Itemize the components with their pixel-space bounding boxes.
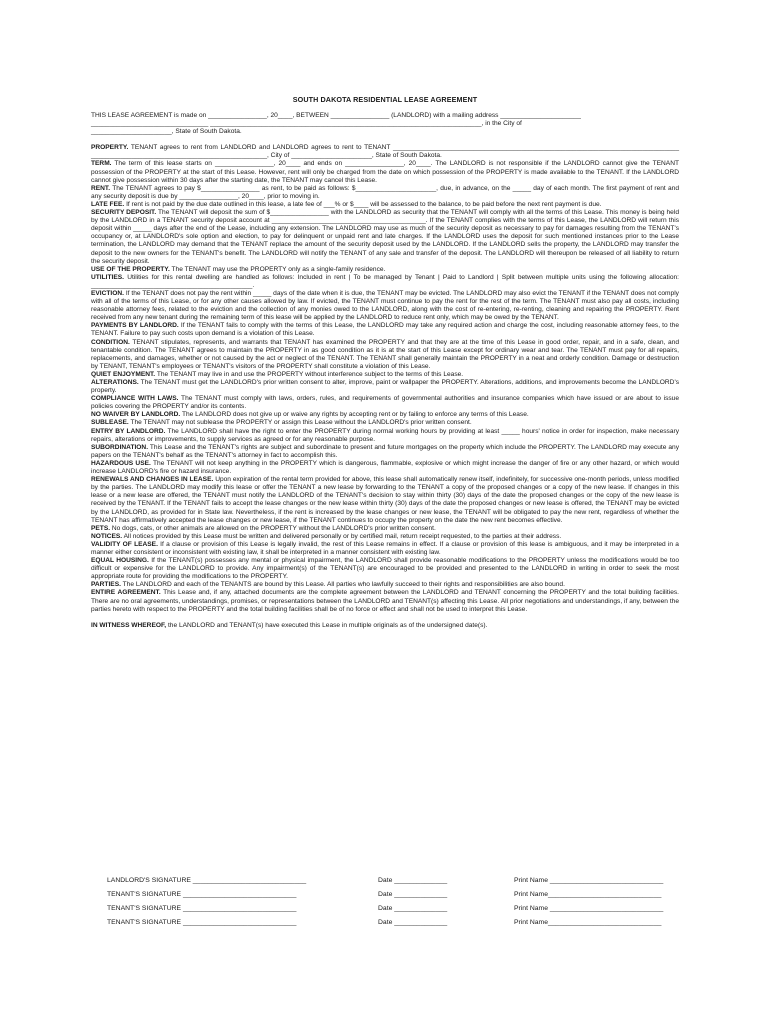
section-heading: VALIDITY OF LEASE. (91, 540, 158, 548)
section-heading: TERM. (91, 160, 112, 168)
lease-section (91, 581, 679, 589)
lease-section (91, 395, 679, 411)
section-text: TENANT stipulates, represents, and warrants that TENANT has examined the PROPERTY and that they are at the time of this Lease in good order, repair, and in a safe, clean, and tenantable condition. The TENANT agrees to maintain the PROPERTY in as good condition as it is at the start of this Lease except for ordinary wear and tear. The TENANT must pay for all repairs, replacements, and damages, whether or not caused by the act or neglect of the TENANT. The TENANT shall generally maintain the PROPERTY in a neat and orderly condition. Damage or destruction by TENANT, TENANT's employees or TENANT's visitors of the PROPERTY shall constitute a violation of this Lease. (91, 338, 679, 370)
section-text: The term of this lease starts on ________________, 20____ and ends on ________________, 20____. The LANDLORD is not responsible if the LANDLORD cannot give the TENANT possession of the PROPERTY at the start of this Lease. However, rent will only be charged from the date on which possession of the PROPERTY is made available to the TENANT. If the LANDLORD cannot give possession within 30 days after the starting date, the TENANT may cancel this Lease. (91, 160, 679, 184)
section-heading: ENTRY BY LANDLORD. (91, 427, 166, 435)
section-text: If the TENANT does not pay the rent within _____ days of the date when it is due, the TENANT may be evicted. The LANDLORD may also evict the TENANT if the TENANT does not comply with all of the terms of this Lease, or for any other causes allowed by law. If evicted, the TENANT must continue to pay the rent for the rest of the term. The TENANT must also pay all costs, including reasonable attorney fees, related to the eviction and the collection of any monies owed to the LANDLORD, along with the cost of re-entering, re-renting, cleaning and repairing the PROPERTY. Rent received from any new tenant during the remaining term of this lease will be applied by the LANDLORD to reduce rent only, which may be owed by the TENANT. (91, 289, 679, 322)
section-text: The TENANT may not sublease the PROPERTY or assign this Lease without the LANDLORD's prior written consent. (130, 419, 472, 427)
section-text: The LANDLORD shall have the right to enter the PROPERTY during normal working hours by providing at least _____ hours' notice in order for inspection, make necessary repairs, alterations or improvements, to supply services as agreed or for any reasonable purpose. (91, 427, 680, 443)
section-heading: PROPERTY. (91, 144, 129, 152)
section-text: Utilities for this rental dwelling are handled as follows: Included in rent | To be managed by Tenant | Paid to Landlord | Split between multiple units using the following allocation: ____________________________________________. (91, 273, 679, 289)
section-heading: IN WITNESS WHEREOF, (91, 621, 167, 629)
section-text: If the TENANT fails to comply with the terms of this Lease, the LANDLORD may take any required action and charge the cost, including reasonable attorney fees, to the TENANT. Failure to pay such costs upon demand is a violation of this Lease. (91, 322, 679, 338)
lease-section (91, 460, 679, 476)
signature-line[interactable]: TENANT'S SIGNATURE ______________________________ (107, 891, 297, 898)
date-line[interactable]: Date ______________ (378, 919, 448, 926)
section-text: If the TENANT(s) possesses any mental or physical impairment, the LANDLORD shall provide reasonable modifications to the PROPERTY unless the modifications would be too difficult or expensive for the LANDLORD to provide. Any impairment(s) of the TENANT(s) are encouraged to be provided and presented to the LANDLORD in writing in order to seek the most appropriate route for providing the modifications to the PROPERTY. (91, 557, 679, 581)
section-heading: SUBLEASE. (91, 419, 129, 427)
section-text: The TENANT must get the LANDLORD's prior written consent to alter, improve, paint or wallpaper the PROPERTY. Alterations, additions, and improvements become the LANDLORD's property. (91, 379, 680, 395)
section-heading: EQUAL HOUSING. (91, 557, 149, 565)
section-heading: ALTERATIONS. (91, 379, 139, 386)
lease-section (91, 266, 679, 274)
lease-section (91, 525, 679, 533)
signature-line[interactable]: TENANT'S SIGNATURE ______________________________ (107, 919, 297, 926)
section-text: TENANT agrees to rent from LANDLORD and LANDLORD agrees to rent to TENANT ______________________________________________________________________________ ________________________________________________, City of ______________________, State of South Dakota. (91, 144, 679, 160)
lease-section (91, 290, 679, 322)
lease-section (91, 185, 679, 201)
section-text: The TENANT must comply with laws, orders, rules, and requirements of governmental authorities and insurance companies which have issued or are about to issue policies covering the PROPERTY and/or its contents. (91, 395, 680, 411)
lease-section (91, 476, 679, 525)
lease-section (91, 557, 679, 581)
lease-section (91, 533, 679, 541)
section-text: This Lease and the TENANT's rights are subject and subordinate to present and future mortgages on the property which include the PROPERTY. The LANDLORD may execute any papers on the TENANT's behalf as the TENANT's attorney in fact to accomplish this. (91, 443, 680, 459)
section-heading: PETS. (91, 524, 111, 532)
section-text: The TENANT will deposit the sum of $________________ with the LANDLORD as security that the TENANT will comply with all the terms of this Lease. This money is being held by the LANDLORD in a TENANT security deposit account at __________________________________________. If the TENANT complies with the terms of this Lease, the LANDLORD will return this deposit within _____ days after the end of the Lease, including any extension. The LANDLORD may use as much of the security deposit as necessary to pay for damages resulting from the TENANT's occupancy or, at LANDLORD's sole option and election, to pay for delinquent or unpaid rent and late charges. If the LANDLORD uses the deposit for such mentioned instances prior to the Lease termination, the LANDLORD may demand that the TENANT replace the amount of the security deposit used by the LANDLORD. If the LANDLORD sells the property, the LANDLORD may transfer the deposit to the new owners for the TENANT's benefit. The LANDLORD will notify the TENANT of any sale and transfer of the deposit. The LANDLORD will thereupon be released of all liability to return the security deposit. (91, 209, 679, 265)
section-text: The TENANT agrees to pay $________________ as rent, to be paid as follows: $______________________, due, in advance, on the _____ day of each month. The first payment of rent and any security deposit is due by ________________, 20____, prior to moving in. (91, 184, 679, 200)
section-heading: UTILITIES. (91, 273, 124, 281)
section-text: The LANDLORD and each of the TENANTS are bound by this Lease. All parties who lawfully succeed to their rights and responsibilities are also bound. (122, 581, 565, 589)
lease-sections (91, 144, 679, 630)
date-line[interactable]: Date ______________ (378, 877, 448, 884)
section-text: The LANDLORD does not give up or waive any rights by accepting rent or by failing to enforce any terms of this Lease. (181, 411, 529, 419)
section-text: the LANDLORD and TENANT(s) have executed this Lease in multiple originals as of the undersigned date(s). (167, 621, 488, 629)
section-text: The TENANT will not keep anything in the PROPERTY which is dangerous, flammable, explosive or which might increase the danger of fire or any other hazard, or which would increase LANDLORD's fire or hazard insurance. (91, 459, 679, 476)
section-text: If a clause or provision of this Lease is legally invalid, the rest of this Lease remains in effect. If a clause or provision of this lease is ambiguous, and it may be interpreted in a manner either consistent or inconsistent with existing law, it shall be interpreted in a manner consistent with existing law. (91, 540, 679, 556)
section-heading: ENTIRE AGREEMENT. (91, 589, 161, 597)
section-text: All notices provided by this Lease must be written and delivered personally or by certified mail, return receipt requested, to the parties at their address. (123, 532, 562, 540)
section-heading: PAYMENTS BY LANDLORD. (91, 322, 179, 330)
section-heading: SUBORDINATION. (91, 443, 149, 451)
section-heading: NOTICES. (91, 532, 123, 540)
print-name-line[interactable]: Print Name______________________________ (514, 891, 662, 898)
lease-section (91, 541, 679, 557)
date-line[interactable]: Date ______________ (378, 891, 448, 898)
document-title: SOUTH DAKOTA RESIDENTIAL LEASE AGREEMENT (292, 95, 478, 104)
intro-block (91, 112, 679, 136)
date-line[interactable]: Date ______________ (378, 905, 448, 912)
print-name-line[interactable]: Print Name______________________________ (514, 919, 662, 926)
lease-section (91, 411, 679, 419)
lease-section (91, 419, 679, 427)
section-text: The TENANT may use the PROPERTY only as a single-family residence. (171, 265, 386, 273)
section-heading: CONDITION. (91, 338, 130, 346)
lease-section (91, 444, 679, 460)
lease-section (91, 371, 679, 379)
section-heading: USE OF THE PROPERTY. (91, 265, 170, 273)
section-heading: NO WAIVER BY LANDLORD. (91, 411, 181, 419)
section-heading: RENT. (91, 184, 111, 192)
section-heading: SECURITY DEPOSIT. (91, 209, 157, 217)
intro-line: ______________________, State of South Dakota. (91, 128, 242, 136)
lease-section (91, 144, 679, 160)
print-name-line[interactable]: Print Name ______________________________ (514, 905, 664, 912)
lease-section (91, 622, 679, 630)
section-heading: PARTIES. (91, 581, 121, 589)
lease-section (91, 201, 679, 209)
signature-line[interactable]: TENANT'S SIGNATURE ______________________________ (107, 905, 297, 912)
lease-section (91, 322, 679, 338)
lease-section (91, 160, 679, 184)
section-heading: RENEWALS AND CHANGES IN LEASE. (91, 476, 214, 484)
lease-section (91, 589, 679, 613)
section-text: This Lease and, if any, attached documents are the complete agreement between the LANDLORD and TENANT concerning the PROPERTY and the total building facilities. There are no oral agreements, understandings, promises, or representations between the LANDLORD and TENANT(s) affecting this Lease. All prior negotiations and understandings, if any, between the parties hereto with respect to the PROPERTY and the total building facilities shall be of no force or effect and shall not be used to interpret this Lease. (91, 589, 679, 613)
intro-line: ________________________________ __________________________________________________________________________, in the City of (91, 120, 522, 128)
section-text: If rent is not paid by the due date outlined in this lease, a late fee of ___% or $____ will be assessed to the balance, to be paid before the next rent payment is due. (126, 200, 602, 208)
section-text: No dogs, cats, or other animals are allowed on the PROPERTY without the LANDLORD's prior written consent. (111, 524, 436, 532)
lease-section (91, 209, 679, 266)
lease-section (91, 339, 679, 371)
lease-section (91, 379, 679, 395)
section-heading: HAZARDOUS USE. (91, 459, 151, 467)
section-heading: QUIET ENJOYMENT. (91, 370, 156, 378)
section-text: Upon expiration of the rental term provided for above, this lease shall automatically renew itself, indefinitely, for successive one-month periods, unless modified by the parties. The LANDLORD may modify this lease or offer the TENANT a new lease by forwarding to the TENANT a copy of the proposed changes or a copy of the new lease. If changes in this lease or a new lease are offered, the TENANT must notify the LANDLORD of the TENANT's decision to stay within thirty (30) days of the date the proposed changes or the copy of the new lease is received by the TENANT. If the TENANT fails to accept the lease changes or the new lease within thirty (30) days of the date the proposed changes or new lease is offered, the TENANT may be evicted by the LANDLORD, as provided for in State law. Nevertheless, if the rent is increased by the lease changes or new lease, the TENANT will be obligated to pay the new rent, regardless of whether the TENANT has affirmatively accepted the lease changes or new lease, if the TENANT continues to occupy the property on the date the new rent becomes effective. (91, 476, 679, 524)
document-body (91, 112, 679, 630)
section-heading: LATE FEE. (91, 200, 125, 208)
section-heading: COMPLIANCE WITH LAWS. (91, 395, 179, 403)
signature-line[interactable]: LANDLORD'S SIGNATURE ______________________________ (107, 877, 307, 884)
section-heading: EVICTION. (91, 289, 124, 297)
intro-line: THIS LEASE AGREEMENT is made on ________________, 20____, BETWEEN ________________ (LANDLORD) with a mailing address ______________________ (91, 112, 581, 119)
lease-section (91, 428, 679, 444)
lease-section (91, 274, 679, 290)
section-text: The TENANT may live in and use the PROPERTY without interference subject to the terms of this Lease. (156, 370, 464, 378)
print-name-line[interactable]: Print Name ______________________________ (514, 877, 664, 884)
